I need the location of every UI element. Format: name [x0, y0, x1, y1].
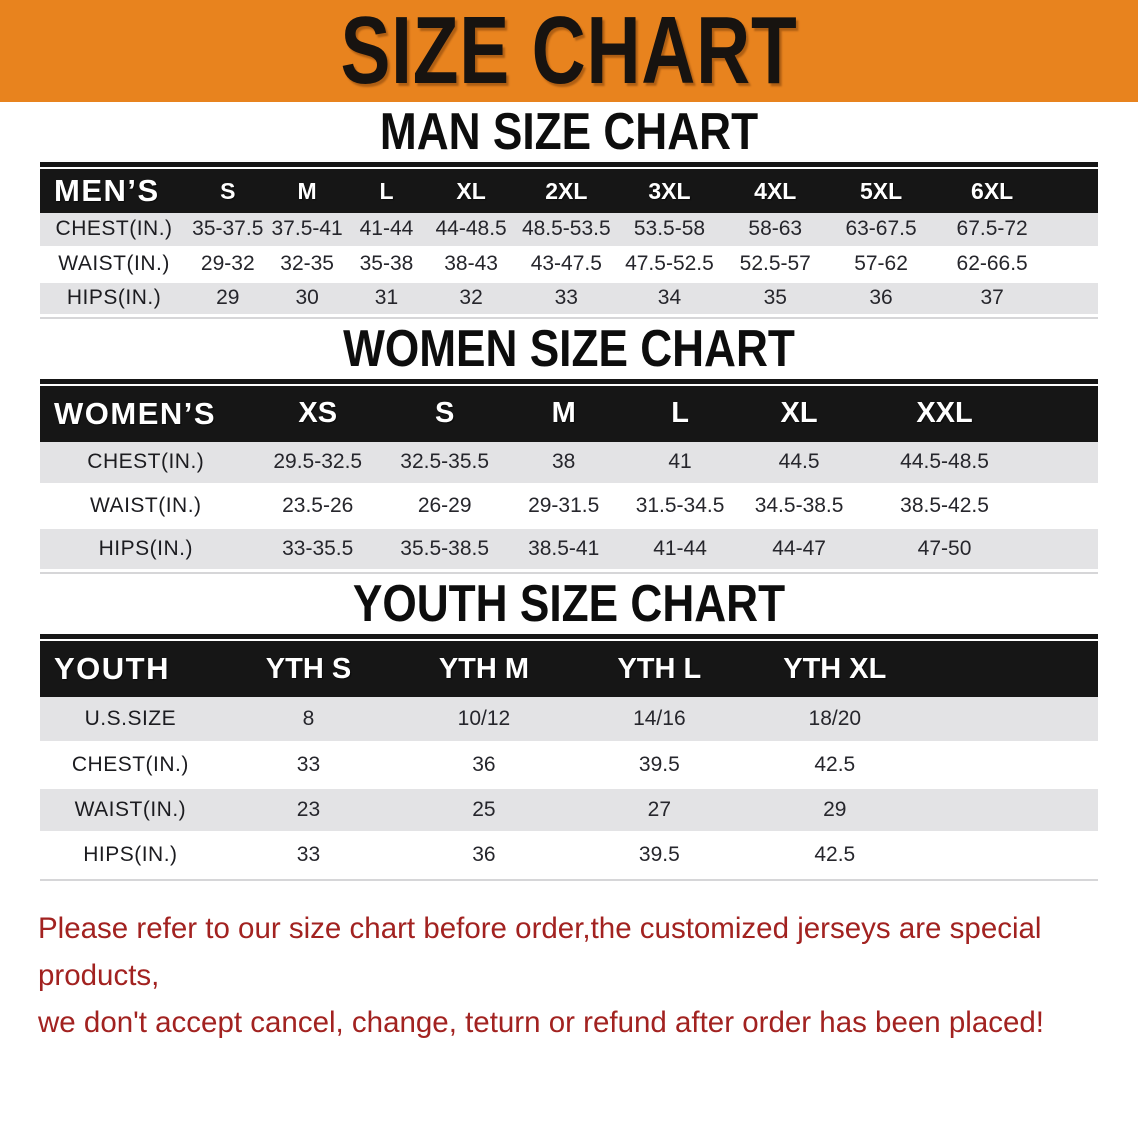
size-value: 52.5-57: [722, 247, 828, 281]
size-value: 38.5-41: [506, 528, 622, 571]
disclaimer-line-2: we don't accept cancel, change, teturn or refund after order has been placed!: [38, 1005, 1044, 1039]
size-value: 27: [572, 787, 747, 832]
size-value: 32-35: [267, 247, 346, 281]
section-men: [0, 102, 1138, 319]
size-value: 35-37.5: [188, 213, 267, 247]
size-value: 26-29: [384, 485, 506, 528]
size-column-header: M: [267, 169, 346, 213]
table-top-border: [40, 379, 1098, 384]
size-value: [1050, 281, 1098, 315]
size-column-header: 5XL: [828, 169, 934, 213]
measurement-row: [40, 281, 1098, 315]
size-value: 31.5-34.5: [622, 485, 738, 528]
size-value: 38.5-42.5: [860, 485, 1029, 528]
measurement-row: [40, 485, 1098, 528]
size-value: 33-35.5: [252, 528, 384, 571]
size-value: 32.5-35.5: [384, 442, 506, 485]
size-value: 41-44: [347, 213, 426, 247]
size-column-header: 4XL: [722, 169, 828, 213]
size-column-header: 6XL: [934, 169, 1050, 213]
size-value: 29: [188, 281, 267, 315]
table-title-cell: WOMEN’S: [40, 386, 252, 442]
size-column-header: M: [506, 386, 622, 442]
size-value: 29-32: [188, 247, 267, 281]
size-value: 32: [426, 281, 516, 315]
size-column-header: L: [347, 169, 426, 213]
size-column-header: S: [384, 386, 506, 442]
size-value: 39.5: [572, 832, 747, 877]
size-value: 29.5-32.5: [252, 442, 384, 485]
size-value: 48.5-53.5: [516, 213, 617, 247]
size-value: [923, 742, 1098, 787]
size-value: 25: [396, 787, 571, 832]
size-column-header: YTH L: [572, 641, 747, 697]
size-value: 23.5-26: [252, 485, 384, 528]
size-value: 23: [221, 787, 396, 832]
row-label: CHEST(IN.): [40, 442, 252, 485]
size-value: 37.5-41: [267, 213, 346, 247]
row-label: WAIST(IN.): [40, 787, 221, 832]
measurement-row: [40, 787, 1098, 832]
size-value: 38: [506, 442, 622, 485]
size-column-header: [1050, 169, 1098, 213]
size-column-header: 2XL: [516, 169, 617, 213]
size-column-header: 3XL: [617, 169, 723, 213]
row-label: CHEST(IN.): [40, 742, 221, 787]
size-value: 67.5-72: [934, 213, 1050, 247]
measurement-row: [40, 442, 1098, 485]
row-label: U.S.SIZE: [40, 697, 221, 742]
row-label: WAIST(IN.): [40, 485, 252, 528]
size-column-header: YTH XL: [747, 641, 922, 697]
size-value: 41: [622, 442, 738, 485]
men-size-table-wrap: [40, 162, 1098, 319]
size-value: 31: [347, 281, 426, 315]
men-size-table: [40, 169, 1098, 317]
size-column-header: [923, 641, 1098, 697]
size-table-header-row: [40, 169, 1098, 213]
youth-size-table: [40, 641, 1098, 879]
size-value: [1050, 247, 1098, 281]
table-title-cell: YOUTH: [40, 641, 221, 697]
size-value: 33: [221, 832, 396, 877]
size-value: 57-62: [828, 247, 934, 281]
size-value: 35: [722, 281, 828, 315]
size-column-header: [1029, 386, 1098, 442]
size-value: 35-38: [347, 247, 426, 281]
size-column-header: XL: [738, 386, 860, 442]
size-value: 29-31.5: [506, 485, 622, 528]
measurement-row: [40, 742, 1098, 787]
measurement-row: [40, 213, 1098, 247]
size-value: [923, 832, 1098, 877]
size-value: 44-48.5: [426, 213, 516, 247]
disclaimer: [38, 905, 1100, 1046]
row-label: HIPS(IN.): [40, 528, 252, 571]
women-size-chart-heading: WOMEN SIZE CHART: [343, 319, 795, 378]
women-size-table-wrap: [40, 379, 1098, 575]
size-value: 33: [221, 742, 396, 787]
table-top-border: [40, 162, 1098, 167]
table-title-cell: MEN’S: [40, 169, 188, 213]
size-value: 44.5-48.5: [860, 442, 1029, 485]
size-value: 14/16: [572, 697, 747, 742]
table-top-border: [40, 634, 1098, 639]
measurement-row: [40, 247, 1098, 281]
measurement-row: [40, 528, 1098, 571]
size-value: 53.5-58: [617, 213, 723, 247]
row-label: CHEST(IN.): [40, 213, 188, 247]
size-value: 58-63: [722, 213, 828, 247]
size-value: 41-44: [622, 528, 738, 571]
size-value: 39.5: [572, 742, 747, 787]
size-value: 34: [617, 281, 723, 315]
size-column-header: XL: [426, 169, 516, 213]
measurement-row: [40, 697, 1098, 742]
size-value: 8: [221, 697, 396, 742]
size-column-header: XXL: [860, 386, 1029, 442]
size-column-header: L: [622, 386, 738, 442]
disclaimer-line-1: Please refer to our size chart before order,the customized jerseys are special products,: [38, 911, 1042, 992]
size-value: [1029, 528, 1098, 571]
size-value: 33: [516, 281, 617, 315]
size-value: 35.5-38.5: [384, 528, 506, 571]
row-label: HIPS(IN.): [40, 281, 188, 315]
measurement-row: [40, 832, 1098, 877]
men-size-chart-heading: MAN SIZE CHART: [379, 103, 759, 161]
size-value: 38-43: [426, 247, 516, 281]
size-value: 36: [396, 742, 571, 787]
size-value: 62-66.5: [934, 247, 1050, 281]
size-value: 29: [747, 787, 922, 832]
size-column-header: XS: [252, 386, 384, 442]
size-value: 36: [828, 281, 934, 315]
size-table-header-row: [40, 386, 1098, 442]
size-value: 63-67.5: [828, 213, 934, 247]
size-value: 42.5: [747, 742, 922, 787]
youth-size-chart-heading: YOUTH SIZE CHART: [352, 575, 786, 633]
size-value: 37: [934, 281, 1050, 315]
size-column-header: YTH S: [221, 641, 396, 697]
size-value: [1029, 485, 1098, 528]
size-value: 36: [396, 832, 571, 877]
size-value: 18/20: [747, 697, 922, 742]
size-table-header-row: [40, 641, 1098, 697]
section-women: [0, 319, 1138, 575]
size-value: 42.5: [747, 832, 922, 877]
size-value: 10/12: [396, 697, 571, 742]
women-size-table: [40, 386, 1098, 573]
size-value: 44-47: [738, 528, 860, 571]
size-column-header: YTH M: [396, 641, 571, 697]
banner-title: SIZE CHART: [340, 0, 798, 104]
row-label: HIPS(IN.): [40, 832, 221, 877]
youth-size-table-wrap: [40, 634, 1098, 881]
size-value: [923, 697, 1098, 742]
size-value: 34.5-38.5: [738, 485, 860, 528]
size-value: 44.5: [738, 442, 860, 485]
size-value: 47.5-52.5: [617, 247, 723, 281]
section-youth: [0, 574, 1138, 881]
size-value: [923, 787, 1098, 832]
size-chart-banner: [0, 0, 1138, 102]
row-label: WAIST(IN.): [40, 247, 188, 281]
size-value: 47-50: [860, 528, 1029, 571]
size-value: 43-47.5: [516, 247, 617, 281]
size-value: [1029, 442, 1098, 485]
size-value: [1050, 213, 1098, 247]
size-value: 30: [267, 281, 346, 315]
size-column-header: S: [188, 169, 267, 213]
